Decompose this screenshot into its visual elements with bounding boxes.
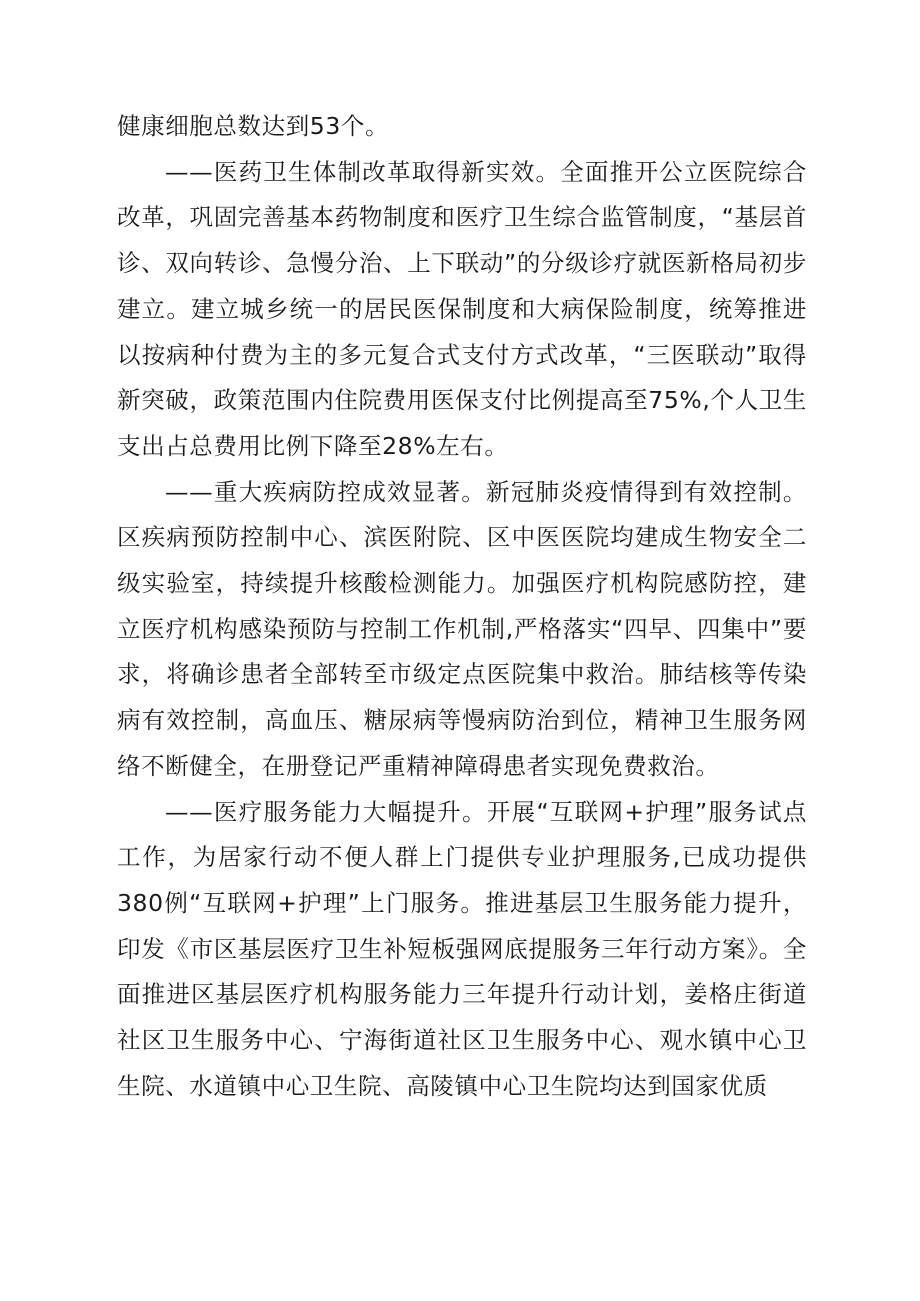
paragraph-medical-service: ——医疗服务能力大幅提升。开展“互联网+护理”服务试点工作，为居家行动不便人群上门提供专业护理服务,已成功提供380例“互联网+护理”上门服务。推进基层卫生服务能力提升，印发《市区基层医疗卫生补短板强网底提服务三年行动方案》。全面推进区基层医疗机构服务能力三年提升行动计划，姜格庄街道社区卫生服务中心、宁海街道社区卫生服务中心、观水镇中心卫生院、水道镇中心卫生院、高陵镇中心卫生院均达到国家优质: [117, 797, 807, 1100]
paragraph-disease-control: ——重大疾病防控成效显著。新冠肺炎疫情得到有效控制。区疾病预防控制中心、滨医附院、区中医医院均建成生物安全二级实验室，持续提升核酸检测能力。加强医疗机构院感防控，建立医疗机构感染预防与控制工作机制,严格落实“四早、四集中”要求，将确诊患者全部转至市级定点医院集中救治。肺结核等传染病有效控制，高血压、糖尿病等慢病防治到位，精神卫生服务网络不断健全，在册登记严重精神障碍患者实现免费救治。: [117, 477, 807, 780]
paragraph-continuation: 健康细胞总数达到53个。: [117, 112, 390, 140]
document-body: [117, 104, 807, 1109]
paragraph-medical-reform: ——医药卫生体制改革取得新实效。全面推开公立医院综合改革，巩固完善基本药物制度和医疗卫生综合监管制度，“基层首诊、双向转诊、急慢分治、上下联动”的分级诊疗就医新格局初步建立。建立城乡统一的居民医保制度和大病保险制度，统筹推进以按病种付费为主的多元复合式支付方式改革，“三医联动”取得新突破，政策范围内住院费用医保支付比例提高至75%,个人卫生支出占总费用比例下降至28%左右。: [117, 157, 807, 460]
